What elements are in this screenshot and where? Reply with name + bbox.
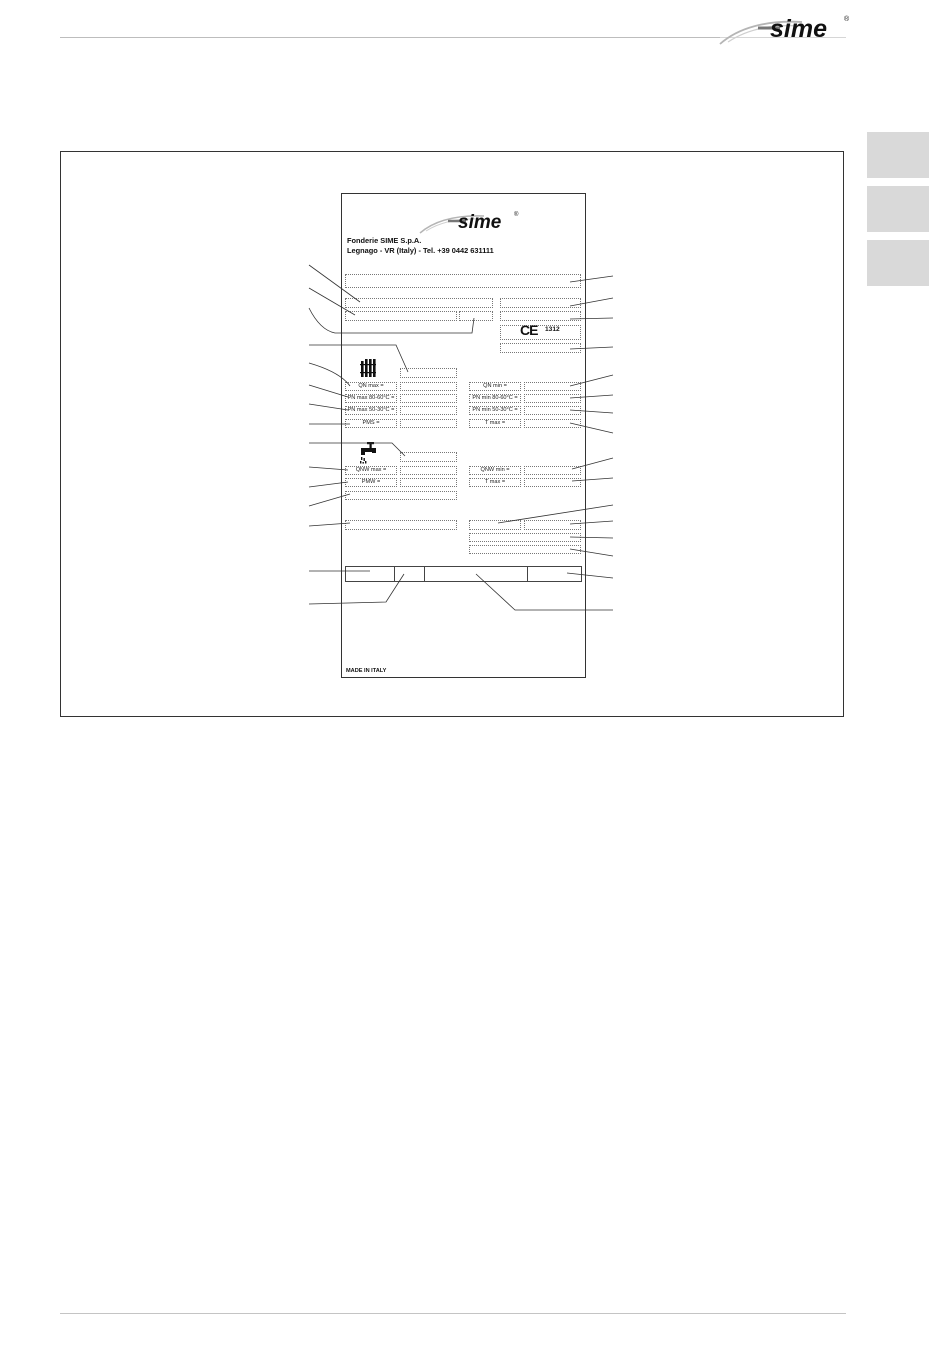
label-qnw-min: QNW min = [469, 466, 521, 475]
field-a [345, 298, 493, 308]
label-pn-max-5030: PN max 50-30°C = [345, 406, 397, 415]
value-t-max-heating [524, 419, 581, 428]
value-pn-min-5030 [524, 406, 581, 415]
field-heating-type [400, 368, 457, 378]
label-t-max-dhw: T max = [469, 478, 521, 487]
value-pms [400, 419, 457, 428]
label-qnw-max: QNW max = [345, 466, 397, 475]
svg-text:®: ® [844, 16, 850, 23]
header-rule [60, 37, 720, 38]
sime-logo-plate [418, 203, 524, 235]
field-j [524, 520, 581, 530]
side-tab-2[interactable] [867, 186, 929, 232]
value-pmw [400, 478, 457, 487]
box-3 [424, 566, 528, 582]
data-plate [341, 193, 586, 678]
side-tab-3[interactable] [867, 240, 929, 286]
value-pn-max-5030 [400, 406, 457, 415]
made-in-italy: MADE IN ITALY [346, 668, 387, 674]
company-info [347, 236, 494, 256]
value-qn-min [524, 382, 581, 391]
box-1 [345, 566, 395, 582]
label-pn-min-8060: PN min 80-60°C = [469, 394, 521, 403]
field-dhw-type [400, 452, 457, 462]
value-qn-max [400, 382, 457, 391]
field-i [469, 520, 521, 530]
ce-mark: CE [520, 322, 538, 338]
label-pn-min-5030: PN min 50-30°C = [469, 406, 521, 415]
value-pn-min-8060 [524, 394, 581, 403]
field-ce-box [500, 325, 581, 340]
value-pn-max-8060 [400, 394, 457, 403]
field-f [500, 343, 581, 353]
value-t-max-dhw [524, 478, 581, 487]
svg-text:®: ® [514, 212, 519, 218]
value-qnw-min [524, 466, 581, 475]
side-tab-1[interactable] [867, 132, 929, 178]
box-2 [394, 566, 425, 582]
footer-rule [60, 1313, 846, 1314]
field-h [345, 520, 457, 530]
field-l [469, 545, 581, 554]
field-d [459, 311, 493, 321]
label-qn-max: QN max = [345, 382, 397, 391]
field-c [345, 311, 457, 321]
label-pms: PMS = [345, 419, 397, 428]
header-brand: sime [770, 15, 827, 43]
value-qnw-max [400, 466, 457, 475]
radiator-icon [360, 359, 378, 379]
field-model [345, 274, 581, 288]
tap-icon [359, 442, 381, 464]
company-address: Legnago - VR (Italy) - Tel. +39 0442 631111 [347, 246, 494, 255]
field-e [500, 311, 581, 321]
plate-brand: sime [458, 212, 502, 233]
ce-number: 1312 [545, 326, 560, 333]
field-k [469, 533, 581, 542]
box-4 [527, 566, 582, 582]
field-b [500, 298, 581, 308]
label-t-max-heating: T max = [469, 419, 521, 428]
sime-logo-header [718, 6, 852, 46]
label-pn-max-8060: PN max 80-60°C = [345, 394, 397, 403]
label-qn-min: QN min = [469, 382, 521, 391]
company-name: Fonderie SIME S.p.A. [347, 236, 422, 245]
field-g [345, 491, 457, 500]
label-pmw: PMW = [345, 478, 397, 487]
